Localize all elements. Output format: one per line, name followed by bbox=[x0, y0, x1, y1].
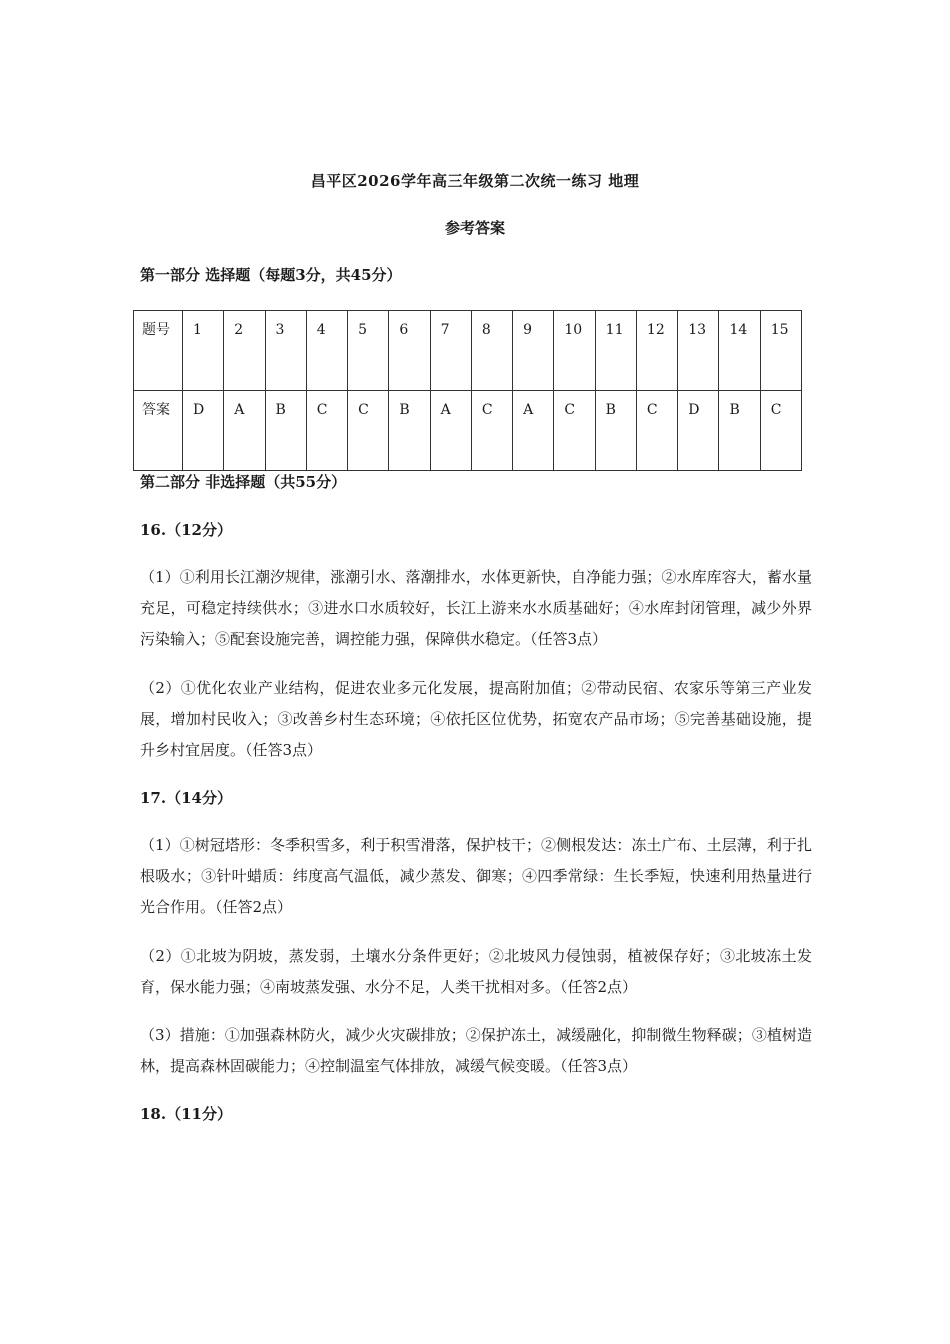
table-cell-number: 3 bbox=[265, 311, 306, 391]
table-cell-answer: B bbox=[265, 391, 306, 471]
table-cell-number: 11 bbox=[595, 311, 636, 391]
table-row-answers bbox=[134, 391, 802, 471]
answer-table bbox=[133, 310, 802, 471]
table-cell-answer: C bbox=[760, 391, 801, 471]
q17-answer-3: （3）措施：①加强森林防火，减少火灾碳排放；②保护冻土，减缓融化，抑制微生物释碳；③植树造林，提高森林固碳能力；④控制温室气体排放，减缓气候变暖。（任答3点） bbox=[140, 1026, 812, 1075]
table-cell-number: 10 bbox=[554, 311, 595, 391]
row-label-answer: 答案 bbox=[134, 391, 183, 471]
q16-answer-1: （1）①利用长江潮汐规律，涨潮引水、落潮排水，水体更新快，自净能力强；②水库库容大，蓄水量充足，可稳定持续供水；③进水口水质较好，长江上游来水水质基础好；④水库封闭管理，减少外界污染输入；⑤配套设施完善，调控能力强，保障供水稳定。（任答3点） bbox=[140, 568, 812, 648]
table-row-numbers bbox=[134, 311, 802, 391]
table-cell-number: 5 bbox=[348, 311, 389, 391]
table-cell-answer: C bbox=[348, 391, 389, 471]
table-cell-answer: D bbox=[183, 391, 224, 471]
table-cell-answer: A bbox=[224, 391, 265, 471]
q17-answer-2: （2）①北坡为阴坡，蒸发弱，土壤水分条件更好；②北坡风力侵蚀弱，植被保存好；③北坡冻土发育，保水能力强；④南坡蒸发强、水分不足，人类干扰相对多。（任答2点） bbox=[140, 947, 812, 996]
q17-heading: 17.（14分） bbox=[140, 789, 232, 807]
q16-heading: 16.（12分） bbox=[140, 521, 232, 539]
part2-heading: 第二部分 非选择题（共55分） bbox=[140, 473, 347, 491]
page-title: 昌平区2026学年高三年级第二次统一练习 地理 bbox=[310, 172, 640, 190]
part1-heading: 第一部分 选择题（每题3分，共45分） bbox=[140, 266, 402, 284]
table-cell-number: 15 bbox=[760, 311, 801, 391]
table-cell-number: 13 bbox=[678, 311, 719, 391]
table-cell-number: 4 bbox=[306, 311, 347, 391]
table-cell-answer: A bbox=[430, 391, 471, 471]
table-cell-number: 9 bbox=[513, 311, 554, 391]
table-cell-answer: A bbox=[513, 391, 554, 471]
page-subtitle: 参考答案 bbox=[444, 219, 505, 237]
table-cell-number: 6 bbox=[389, 311, 430, 391]
table-cell-answer: D bbox=[678, 391, 719, 471]
table-cell-answer: C bbox=[636, 391, 677, 471]
table-cell-number: 8 bbox=[471, 311, 512, 391]
table-cell-answer: C bbox=[554, 391, 595, 471]
q17-answer-1: （1）①树冠塔形：冬季积雪多，利于积雪滑落，保护枝干；②侧根发达：冻土广布、土层薄，利于扎根吸水；③针叶蜡质：纬度高气温低，减少蒸发、御寒；④四季常绿：生长季短，快速利用热量进行光合作用。（任答2点） bbox=[140, 836, 812, 916]
table-cell-number: 7 bbox=[430, 311, 471, 391]
table-cell-number: 12 bbox=[636, 311, 677, 391]
row-label-number: 题号 bbox=[134, 311, 183, 391]
q16-answer-2: （2）①优化农业产业结构，促进农业多元化发展，提高附加值；②带动民宿、农家乐等第三产业发展，增加村民收入；③改善乡村生态环境；④依托区位优势，拓宽农产品市场；⑤完善基础设施，提升乡村宜居度。（任答3点） bbox=[140, 679, 812, 759]
q18-heading: 18.（11分） bbox=[140, 1105, 232, 1123]
table-cell-number: 1 bbox=[183, 311, 224, 391]
table-cell-answer: C bbox=[306, 391, 347, 471]
table-cell-answer: B bbox=[595, 391, 636, 471]
table-cell-number: 2 bbox=[224, 311, 265, 391]
table-cell-answer: B bbox=[719, 391, 760, 471]
table-cell-answer: C bbox=[471, 391, 512, 471]
table-cell-number: 14 bbox=[719, 311, 760, 391]
table-cell-answer: B bbox=[389, 391, 430, 471]
